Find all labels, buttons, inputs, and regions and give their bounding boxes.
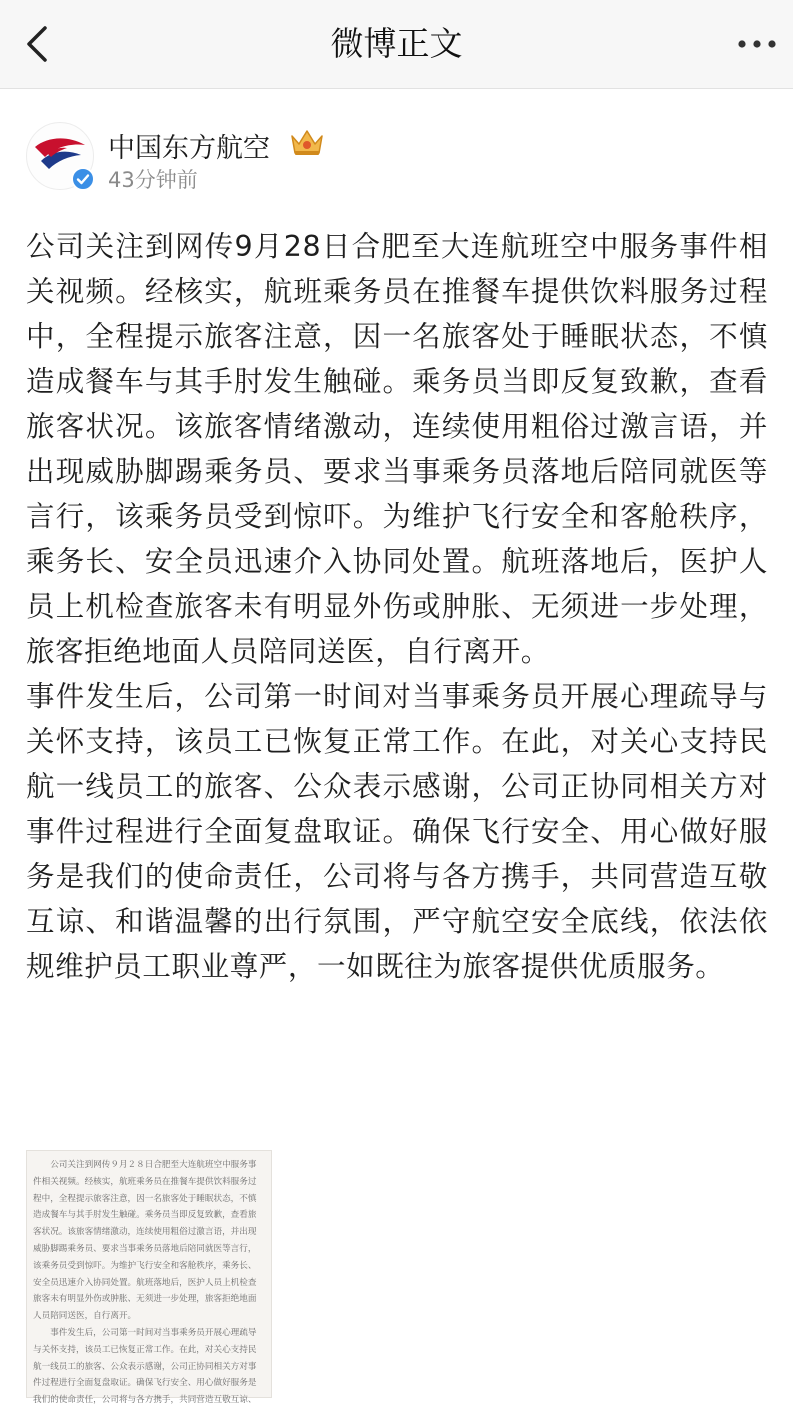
more-button[interactable]	[733, 24, 781, 64]
document-line: 事件发生后，公司第一时间对当事乘务员开展心理疏导	[33, 1327, 257, 1338]
document-line: 公司关注到网传９月２８日合肥至大连航班空中服务事	[33, 1160, 257, 1170]
document-line: 程中，全程提示旅客注意，因一名旅客处于睡眠状态，不慎	[33, 1193, 257, 1204]
post-paragraph: 事件发生后，公司第一时间对当事乘务员开展心理疏导与关怀支持，该员工已恢复正常工作。在此，对关心支持民航一线员工的旅客、公众表示感谢，公司正协同相关方对事件过程进行全面复盘取证。确保飞行安全、用心做好服务是我们的使命责任，公司将与各方携手，共同营造互敬互谅、和谐温馨的出行氛围，严守航空安全底线，依法依规维护员工职业尊严，一如既往为旅客提供优质服务。	[26, 680, 768, 983]
document-line: 我们的使命责任，公司将与各方携手，共同营造互敬互谅、	[33, 1395, 257, 1406]
document-line: 客状况。该旅客情绪激动，连续使用粗俗过激言语，并出现	[33, 1227, 257, 1238]
statement-document	[27, 1151, 271, 1409]
document-line: 件过程进行全面复盘取证。确保飞行安全、用心做好服务是	[33, 1378, 257, 1389]
author-avatar[interactable]	[26, 122, 94, 190]
back-button[interactable]	[14, 20, 62, 68]
document-line: 旅客未有明显外伤或肿胀、无须进一步处理，旅客拒绝地面	[33, 1294, 257, 1305]
document-line: 威胁脚踢乘务员、要求当事乘务员落地后陪同就医等言行，	[33, 1243, 257, 1254]
document-line: 与关怀支持，该员工已恢复正常工作。在此，对关心支持民	[33, 1344, 257, 1355]
verified-badge-icon	[71, 167, 95, 191]
document-line: 件相关视频。经核实，航班乘务员在推餐车提供饮料服务过	[33, 1176, 257, 1187]
chevron-left-icon	[23, 24, 53, 64]
post-time: 43分钟前	[108, 168, 198, 192]
attached-statement-image[interactable]	[26, 1150, 272, 1406]
document-line: 安全员迅速介入协同处置。航班落地后，医护人员上机检查	[33, 1277, 257, 1288]
document-line: 航一线员工的旅客、公众表示感谢，公司正协同相关方对事	[33, 1361, 257, 1372]
vip-crown-icon[interactable]	[288, 126, 326, 158]
document-line: 人员陪同送医，自行离开。	[33, 1311, 137, 1322]
author-name[interactable]: 中国东方航空	[108, 133, 270, 164]
post-paragraph: 公司关注到网传9月28日合肥至大连航班空中服务事件相关视频。经核实，航班乘务员在推餐车提供饮料服务过程中，全程提示旅客注意，因一名旅客处于睡眠状态，不慎造成餐车与其手肘发生触碰。乘务员当即反复致歉，查看旅客状况。该旅客情绪激动，连续使用粗俗过激言语，并出现威胁脚踢乘务员、要求当事乘务员落地后陪同就医等言行，该乘务员受到惊吓。为维护飞行安全和客舱秩序，乘务长、安全员迅速介入协同处置。航班落地后，医护人员上机检查旅客未有明显外伤或肿胀、无须进一步处理，旅客拒绝地面人员陪同送医，自行离开。	[26, 230, 768, 668]
document-line: 造成餐车与其手肘发生触碰。乘务员当即反复致歉，查看旅	[33, 1210, 257, 1221]
more-dots-icon	[737, 39, 777, 49]
post-body	[26, 224, 768, 989]
top-navbar	[0, 0, 793, 89]
page-title: 微博正文	[330, 24, 463, 63]
post-header	[26, 118, 766, 198]
document-line: 该乘务员受到惊吓。为维护飞行安全和客舱秩序，乘务长、	[33, 1260, 257, 1271]
